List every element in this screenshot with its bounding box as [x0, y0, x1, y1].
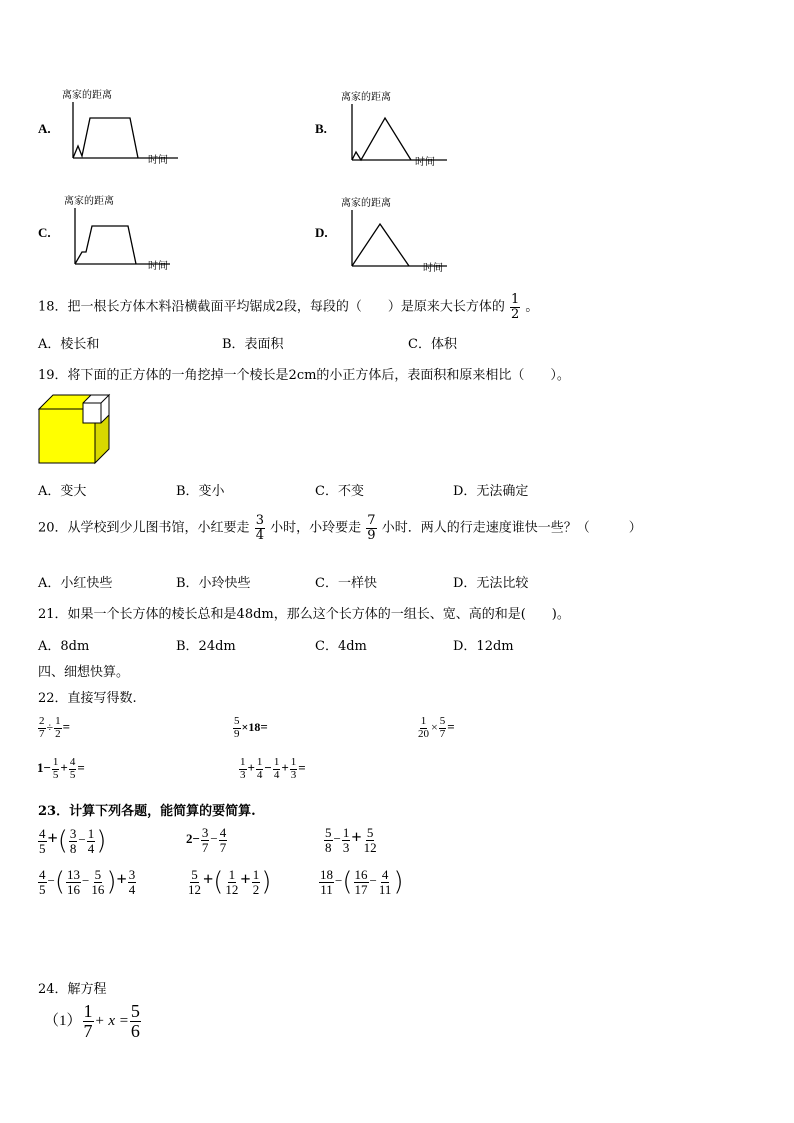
x-axis-label: 时间: [423, 263, 443, 274]
y-axis-label: 离家的距离: [62, 90, 112, 101]
option-b[interactable]: B．小玲快些: [176, 576, 251, 591]
y-axis-label: 离家的距离: [64, 196, 114, 207]
option-b[interactable]: B．24dm: [176, 639, 236, 654]
question-19: 19．将下面的正方体的一角挖掉一个棱长是2cm的小正方体后，表面积和原来相比（ ）。: [38, 368, 570, 383]
option-a[interactable]: A．变大: [38, 484, 87, 499]
fraction: $\frac{1}{2}$: [510, 292, 520, 322]
x-axis-label: 时间: [148, 261, 168, 272]
question-20: 20．从学校到少儿图书馆，小红要走 $\frac{3}{4}$ 小时，小玲要走 $\frac{7}{9}$ 小时．两人的行走速度谁快一些？（ ）: [38, 513, 642, 543]
question-24-title: 24．解方程: [38, 982, 107, 997]
question-text: 18．把一根长方体木料沿横截面平均锯成2段，每段的（ ）是原来大长方体的: [38, 299, 505, 315]
expression-22-4: 1− $\frac{1}{5}$ + $\frac{4}{5}$ =: [37, 756, 85, 781]
section-heading: 四、细想快算。: [38, 665, 130, 680]
option-b[interactable]: B．表面积: [222, 337, 284, 352]
graph-option-d: [315, 192, 475, 272]
option-d[interactable]: D．无法比较: [453, 576, 529, 591]
option-d[interactable]: D．12dm: [453, 639, 514, 654]
distance-time-graph: [347, 102, 457, 162]
x-axis-label: 时间: [415, 157, 435, 168]
option-label: A.: [38, 121, 51, 136]
option-a[interactable]: A．棱长和: [38, 337, 100, 352]
option-label: B.: [315, 121, 327, 136]
graph-option-a: [38, 86, 198, 166]
expression-23-3: $\frac{5}{8}$ − $\frac{1}{3}$ + $\frac{5}{12}$: [325, 825, 377, 855]
cube-figure: [37, 393, 113, 465]
graph-option-b: [315, 86, 475, 166]
expression-22-1: $\frac{2}{7}$ ÷ $\frac{1}{2}$ =: [39, 715, 71, 740]
x-axis-label: 时间: [148, 155, 168, 166]
distance-time-graph: [68, 100, 188, 160]
option-c[interactable]: C．4dm: [315, 639, 367, 654]
expression-22-5: $\frac{1}{3}$ + $\frac{1}{4}$ − $\frac{1}{4}$ + $\frac{1}{3}$ =: [240, 756, 306, 781]
expression-23-4: $\frac{4}{5}$ −( $\frac{13}{16}$ − $\frac{5}{16}$ )+ $\frac{3}{4}$: [39, 866, 136, 897]
option-a[interactable]: A．8dm: [38, 639, 90, 654]
y-axis-label: 离家的距离: [341, 198, 391, 209]
option-c[interactable]: C．体积: [408, 337, 457, 352]
expression-22-3: $\frac{1}{20}$ × $\frac{5}{7}$ =: [418, 715, 455, 740]
question-23-title: 23．计算下列各题，能简算的要简算.: [38, 804, 256, 819]
fraction: $\frac{3}{4}$: [255, 513, 264, 543]
graph-option-c: [38, 192, 198, 272]
question-21: 21．如果一个长方体的棱长总和是48dm，那么这个长方体的一组长、宽、高的和是( )。: [38, 607, 570, 622]
expression-23-2: 2− $\frac{3}{7}$ − $\frac{4}{7}$: [186, 825, 227, 855]
question-22-title: 22．直接写得数.: [38, 691, 137, 706]
expression-23-1: $\frac{4}{5}$ +( $\frac{3}{8}$ − $\frac{1}{4}$ ): [39, 825, 107, 856]
option-c[interactable]: C．一样快: [315, 576, 377, 591]
expression-22-2: $\frac{5}{9}$ ×18=: [234, 715, 268, 740]
option-label: C.: [38, 225, 51, 240]
option-c[interactable]: C．不变: [315, 484, 364, 499]
question-18: 18．把一根长方体木料沿横截面平均锯成2段，每段的（ ）是原来大长方体的 $\frac{1}{2}$ 。: [38, 292, 539, 322]
y-axis-label: 离家的距离: [341, 92, 391, 103]
expression-23-5: $\frac{5}{12}$ +( $\frac{1}{12}$ + $\frac{1}{2}$ ): [188, 866, 272, 897]
equation-1: （1） $\frac{1}{7}$ + x = $\frac{5}{6}$: [44, 1001, 140, 1041]
option-label: D.: [315, 225, 328, 240]
option-a[interactable]: A．小红快些: [38, 576, 113, 591]
option-d[interactable]: D．无法确定: [453, 484, 529, 499]
option-b[interactable]: B．变小: [176, 484, 225, 499]
expression-23-6: $\frac{18}{11}$ −( $\frac{16}{17}$ − $\frac{4}{11}$ ): [320, 866, 404, 897]
fraction: $\frac{7}{9}$: [367, 513, 376, 543]
